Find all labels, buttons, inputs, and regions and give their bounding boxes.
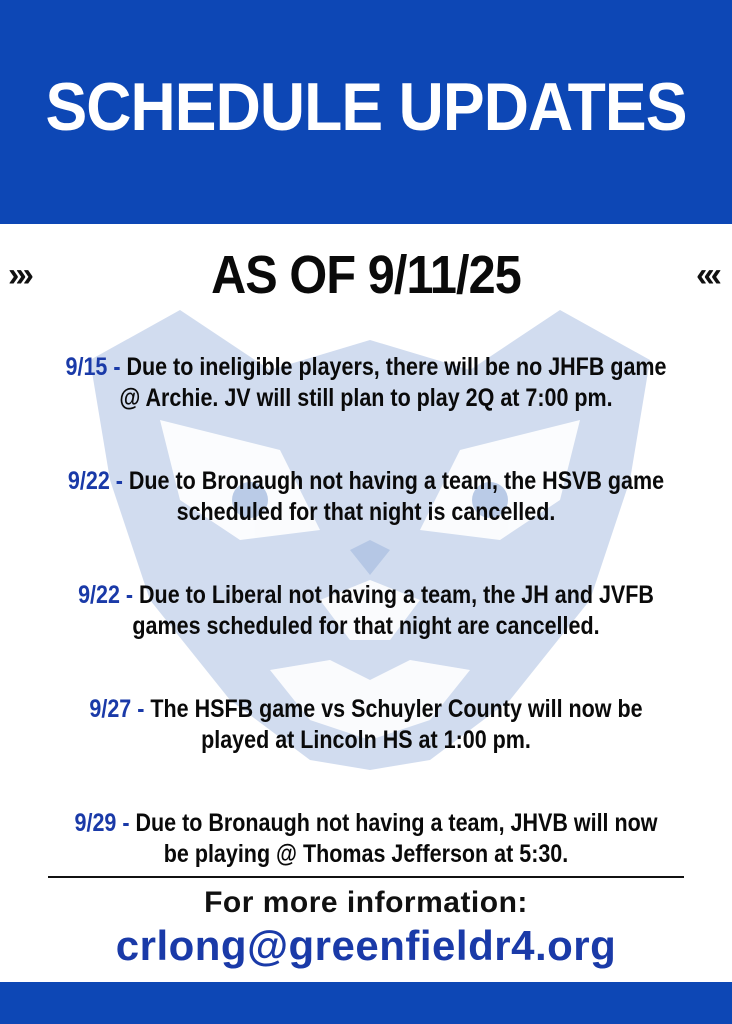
right-arrows-icon: ‹‹‹ — [696, 256, 718, 294]
header-band — [0, 0, 732, 224]
update-item-2 — [60, 466, 672, 528]
update-item-5 — [60, 808, 672, 870]
footer-divider — [48, 876, 684, 878]
update-text: The HSFB game vs Schuyler County will now be played at Lincoln HS at 1:00 pm. — [144, 695, 643, 754]
update-text: Due to Bronaugh not having a team, JHVB will now be playing @ Thomas Jefferson at 5:30. — [129, 809, 658, 868]
update-list — [10, 352, 722, 922]
update-item-3 — [60, 580, 672, 642]
update-date: 9/15 - — [65, 353, 121, 381]
left-arrows-icon: ››› — [8, 256, 30, 294]
update-text: Due to ineligible players, there will be no JHFB game @ Archie. JV will still plan to play 2Q at 7:00 pm. — [119, 353, 667, 412]
footer-band — [0, 982, 732, 1024]
contact-email-link[interactable]: crlong@greenfieldr4.org — [115, 922, 617, 969]
update-date: 9/22 - — [78, 581, 134, 609]
update-date: 9/22 - — [67, 467, 123, 495]
update-date: 9/27 - — [89, 695, 145, 723]
update-text: Due to Liberal not having a team, the JH and JVFB games scheduled for that night are cancelled. — [132, 581, 654, 640]
update-item-4 — [60, 694, 672, 756]
as-of-date-heading: AS OF 9/11/25 — [211, 245, 521, 305]
update-date: 9/29 - — [74, 809, 130, 837]
update-item-1 — [60, 352, 672, 414]
update-text: Due to Bronaugh not having a team, the HSVB game scheduled for that night is cancelled. — [122, 467, 665, 526]
more-info-label: For more information: — [204, 886, 528, 919]
page-title: SCHEDULE UPDATES — [45, 69, 687, 145]
